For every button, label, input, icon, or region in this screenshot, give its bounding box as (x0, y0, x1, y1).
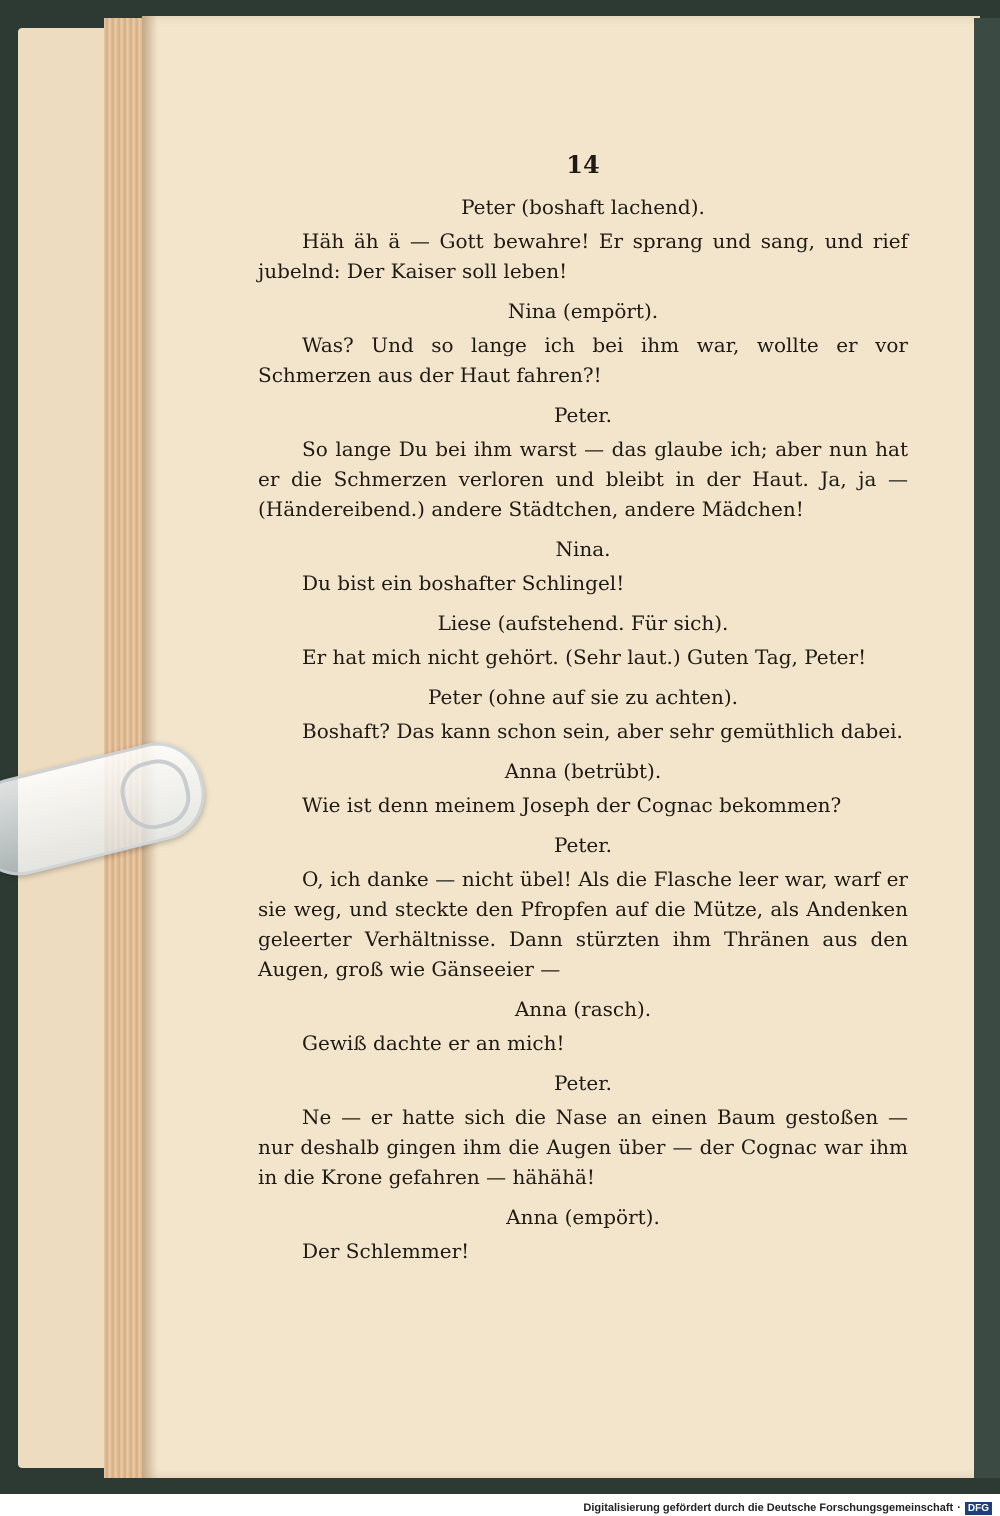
speech-text: Häh äh ä — Gott bewahre! Er sprang und sang, und rief jubelnd: Der Kaiser soll leben! (258, 229, 908, 283)
speaker-line: Peter. (554, 833, 612, 857)
speech-text: Er hat mich nicht gehört. (Sehr laut.) Guten Tag, Peter! (302, 645, 867, 669)
speaker-line: Anna (rasch). (514, 997, 652, 1021)
speech-text: Boshaft? Das kann schon sein, aber sehr gemüthlich dabei. (302, 719, 903, 743)
speaker-line: Liese (aufstehend. Für sich). (437, 611, 729, 635)
footer-credit-text: Digitalisierung gefördert durch die Deutsche Forschungsgemeinschaft (583, 1502, 954, 1514)
speech-text: So lange Du bei ihm warst — das glaube ich; aber nun hat er die Schmerzen verloren und bleibt in der Haut. Ja, ja — (Händereibend.) andere Städtchen, andere Mädchen! (258, 437, 908, 521)
speech-text: Du bist ein boshafter Schlingel! (302, 571, 625, 595)
speaker-line: Nina. (555, 537, 611, 561)
speaker-line: Peter (boshaft lachend). (461, 195, 705, 219)
speaker-line: Peter (ohne auf sie zu achten). (427, 685, 739, 709)
speaker-line: Peter. (554, 1071, 612, 1095)
dfg-logo: DFG (965, 1502, 992, 1515)
footer-separator: · (957, 1502, 961, 1514)
speaker-line: Anna (betrübt). (504, 759, 662, 783)
speech-text: Was? Und so lange ich bei ihm war, wollte er vor Schmerzen aus der Haut fahren?! (258, 333, 908, 387)
speech-text: Gewiß dachte er an mich! (302, 1031, 565, 1055)
speech-text: O, ich danke — nicht übel! Als die Flasche leer war, warf er sie weg, und steckte den Pfropfen auf die Mütze, als Andenken geleerter Verhältnisse. Dann stürzten ihm Thränen aus den Augen, groß wie Gänseeier — (258, 867, 908, 981)
speaker-line: Nina (empört). (507, 299, 659, 323)
page-text (258, 150, 908, 1266)
clip-ring (114, 753, 196, 835)
speech-text: Der Schlemmer! (302, 1239, 470, 1263)
speaker-line: Anna (empört). (506, 1205, 660, 1229)
speech-text: Wie ist denn meinem Joseph der Cognac bekommen? (302, 793, 842, 817)
right-background-edge (974, 18, 1000, 1478)
speech-text: Ne — er hatte sich die Nase an einen Baum gestoßen — nur deshalb gingen ihm die Augen über — der Cognac war ihm in die Krone gefahren — hähähä! (258, 1105, 908, 1189)
speaker-line: Peter. (554, 403, 612, 427)
dialogue-blocks (258, 192, 908, 1266)
page-number: 14 (566, 150, 600, 179)
footer-credit (583, 1500, 992, 1516)
